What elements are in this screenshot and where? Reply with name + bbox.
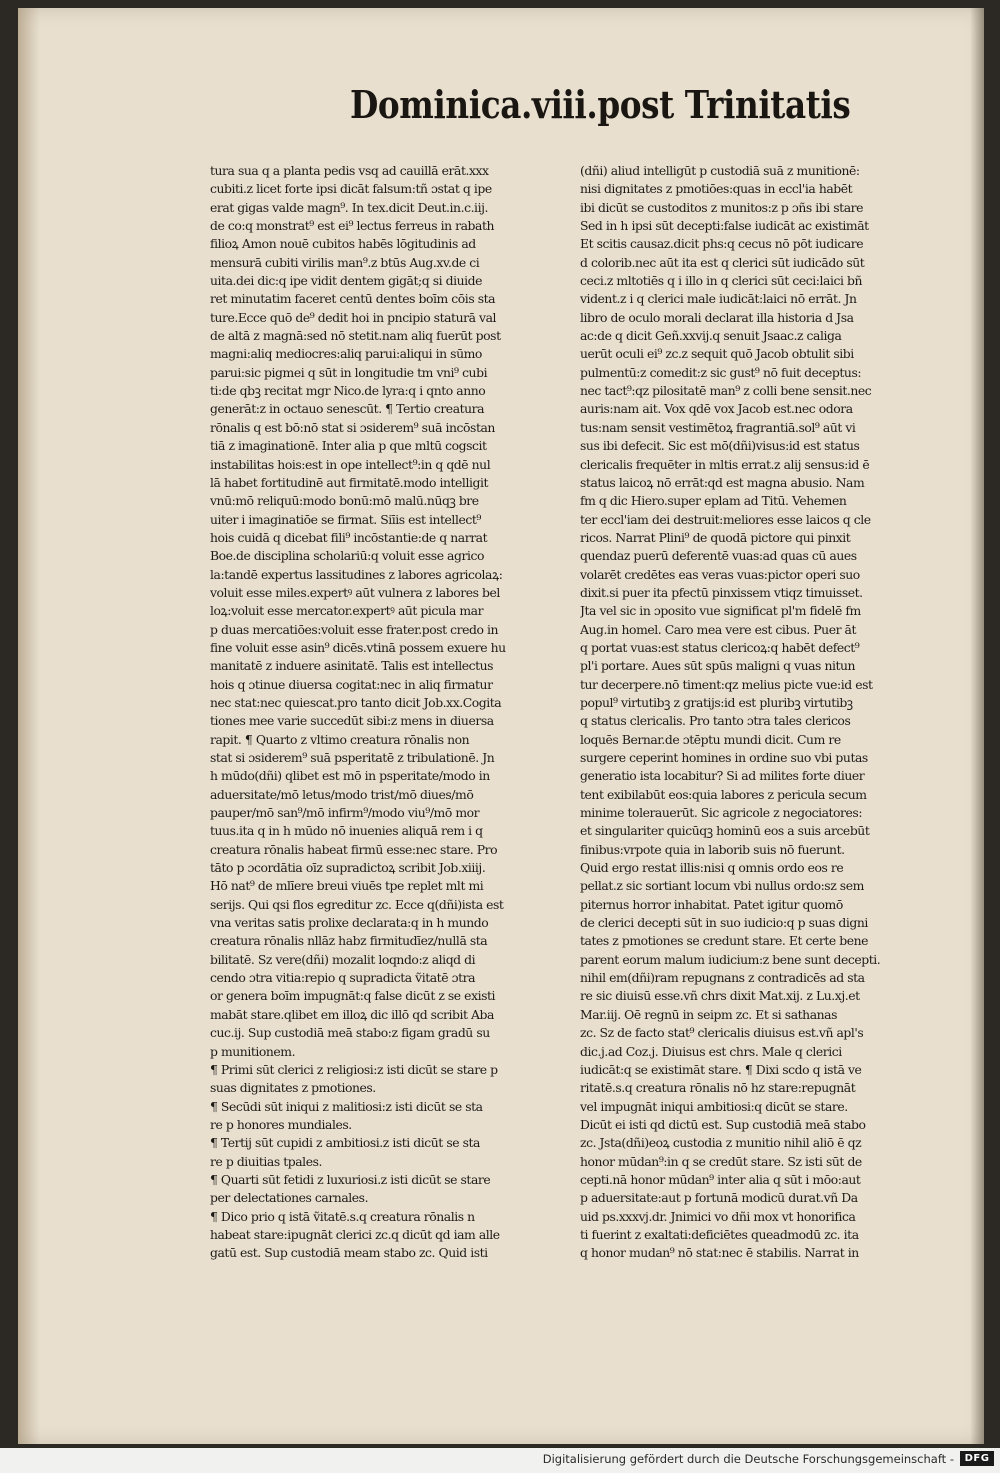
- right-text-column: [580, 162, 950, 1263]
- text-line: voluit esse miles.expertꝰ aūt vulnera z labores bel: [210, 584, 500, 600]
- text-line: tent exibilabūt eos:quia labores z pericula secum: [580, 786, 867, 802]
- text-line: tuus.ita q in h mūdo nō inuenies aliquā rem i q: [210, 823, 483, 839]
- text-line: loquēs Bernar.de ɔtēptu mundi dicit. Cum re: [580, 731, 841, 747]
- text-line: vident.z i q clerici male iudicāt:laici nō errāt. Jn: [580, 291, 857, 307]
- text-line: dixit.si puer ita pfectū pinxissem vtiqz timuisset.: [580, 584, 863, 600]
- text-line: status laicoꝝ nō errāt:qd est magna abusio. Nam: [580, 474, 865, 490]
- text-line: pl'i portare. Aues sūt spūs maligni q vuas nitun: [580, 658, 856, 674]
- text-line: mensurā cubiti virilis man⁹.z btūs Aug.xv.de ci: [210, 254, 480, 270]
- text-line: zc. Sz de facto stat⁹ clericalis diuisus est.vñ apl's: [580, 1025, 864, 1041]
- text-line: ceci.z mltotiēs q i illo in q clerici sūt ceci:laici bñ: [580, 273, 862, 289]
- text-line: ter eccl'iam dei destruit:meliores esse laicos q cle: [580, 511, 871, 527]
- text-line: uid ps.xxxvj.dr. Jnimici vo dñi mox vt honorifica: [580, 1208, 856, 1224]
- text-line: gatū est. Sup custodiā meam stabo zc. Quid isti: [210, 1245, 488, 1261]
- text-line: sus ibi defecit. Sic est mō(dñi)visus:id est status: [580, 438, 860, 454]
- text-line: ¶ Secūdi sūt iniqui z malitiosi:z isti dicūt se sta: [210, 1098, 483, 1114]
- text-line: re p diuitias tpales.: [210, 1153, 322, 1169]
- text-line: tur decerpere.nō timent:qz melius picte vue:id est: [580, 676, 873, 692]
- text-line: nisi dignitates z pmotiōes:quas in eccl'ia habēt: [580, 181, 853, 197]
- text-line: Boe.de disciplina scholariū:q voluit esse agrico: [210, 548, 484, 564]
- text-line: de co:q monstrat⁹ est ei⁹ lectus ferreus in rabath: [210, 218, 495, 234]
- text-line: pellat.z sic sortiant locum vbi nullus ordo:sz sem: [580, 878, 864, 894]
- text-line: cubiti.z licet forte ipsi dicāt falsum:tñ ɔstat q ipe: [210, 181, 492, 197]
- text-line: p aduersitate:aut p fortunā modicū durat.vñ Da: [580, 1190, 858, 1206]
- text-line: de clerici decepti sūt in suo iudicio:q p suas digni: [580, 915, 868, 931]
- text-line: per delectationes carnales.: [210, 1190, 369, 1206]
- text-line: hois q ɔtinue diuersa cogitat:nec in aliq firmatur: [210, 676, 493, 692]
- page-gutter-shadow: [18, 8, 40, 1444]
- text-line: pauper/mō san⁹/mō infirm⁹/modo viu⁹/mō mor: [210, 805, 480, 821]
- text-line: hois cuidā q dicebat fili⁹ incōstantie:de q narrat: [210, 529, 488, 545]
- text-line: or genera boīm impugnāt:q false dicūt z se existi: [210, 988, 496, 1004]
- text-line: p duas mercatiōes:voluit esse frater.post credo in: [210, 621, 499, 637]
- text-line: quendaz puerū deferentē vuas:ad quas cū aues: [580, 548, 857, 564]
- text-line: cepti.nā honor mūdan⁹ inter alia q sūt i mōo:aut: [580, 1171, 861, 1187]
- text-line: ¶ Tertij sūt cupidi z ambitiosi.z isti dicūt se sta: [210, 1135, 480, 1151]
- text-line: et singulariter quicūqꝫ hominū eos a suis arcebūt: [580, 823, 870, 839]
- text-line: dic.j.ad Coz.j. Diuisus est chrs. Male q clerici: [580, 1043, 842, 1059]
- text-line: ibi dicūt se custoditos z munitos:z p ɔñs ibi stare: [580, 199, 863, 215]
- running-head: Dominica.viii.post Trinitatis: [350, 82, 851, 127]
- text-line: parui:sic pigmei q sūt in longitudie tm vni⁹ cubi: [210, 364, 488, 380]
- text-line: tāto p ɔcordātia oīz supradictoꝝ scribit Job.xiiij.: [210, 860, 486, 876]
- text-line: ¶ Primi sūt clerici z religiosi:z isti dicūt se stare p: [210, 1061, 498, 1077]
- text-line: h mūdo(dñi) qlibet est mō in psperitate/modo in: [210, 768, 490, 784]
- text-line: tiā z imaginationē. Inter alia p que mltū cogscit: [210, 438, 487, 454]
- text-line: generāt:z in octauo senescūt. ¶ Tertio creatura: [210, 401, 485, 417]
- text-line: ti fuerint z exaltati:deficiētes queadmodū zc. ita: [580, 1226, 859, 1242]
- text-line: nec stat:nec quiescat.pro tanto dicit Job.xx.Cogita: [210, 694, 502, 710]
- text-line: rapit. ¶ Quarto z vltimo creatura rōnalis non: [210, 731, 470, 747]
- text-line: vel impugnāt iniqui ambitiosi:q dicūt se stare.: [580, 1098, 848, 1114]
- text-line: lā habet fortitudinē aut firmitatē.modo intelligit: [210, 474, 488, 490]
- text-line: ¶ Quarti sūt fetidi z luxuriosi.z isti dicūt se stare: [210, 1171, 491, 1187]
- text-line: vnū:mō reliquū:modo bonū:mō malū.nūqꝫ bre: [210, 493, 479, 509]
- text-line: surgere ceperint homines in ordine suo vbi putas: [580, 750, 868, 765]
- text-line: la:tandē expertus lassitudines z labores agricolaꝝ:: [210, 566, 503, 582]
- text-line: nec tact⁹:qz pilositatē man⁹ z colli bene sensit.nec: [580, 383, 872, 399]
- page-edge-shadow: [970, 8, 984, 1444]
- text-line: tiones mee varie succedūt sibi:z mens in diuersa: [210, 713, 494, 729]
- text-line: stat si ɔsiderem⁹ suā psperitatē z tribulationē. Jn: [210, 750, 495, 765]
- text-line: serijs. Qui qsi flos egreditur zc. Ecce q(dñi)ista est: [210, 896, 504, 912]
- text-line: pulmentū:z comedit:z sic gust⁹ nō fuit deceptus:: [580, 364, 862, 380]
- text-line: piternus horror inhabitat. Patet igitur quomō: [580, 896, 843, 912]
- text-line: filioꝝ Amon nouē cubitos habēs lōgitudinis ad: [210, 236, 476, 252]
- text-line: generatio ista locabitur? Si ad milites forte diuer: [580, 768, 865, 784]
- text-line: rōnalis q est bō:nō stat si ɔsiderem⁹ suā incōstan: [210, 419, 495, 435]
- text-line: fine voluit esse asin⁹ dicēs.vtinā possem exuere hu: [210, 639, 506, 655]
- text-line: Jta vel sic in ɔposito vue significat pl'm fidelē fm: [580, 603, 861, 619]
- text-line: magni:aliq mediocres:aliq parui:aliqui in sūmo: [210, 346, 482, 362]
- text-line: Hō nat⁹ de mlīere breui viuēs tpe replet mlt mi: [210, 878, 484, 894]
- text-line: minime tolerauerūt. Sic agricole z negociatores:: [580, 805, 863, 821]
- text-line: libro de oculo morali declarat illa historia d Jsa: [580, 309, 854, 325]
- text-line: parent eorum malum iudicium:z bene sunt decepti.: [580, 951, 881, 967]
- text-line: tura sua q a planta pedis vsq ad cauillā erāt.xxx: [210, 163, 489, 178]
- text-line: q honor mudan⁹ nō stat:nec ē stabilis. Narrat in: [580, 1245, 859, 1261]
- text-line: honor mūdan⁹:in q se credūt stare. Sz isti sūt de: [580, 1153, 862, 1169]
- text-line: habeat stare:ipugnāt clerici zc.q dicūt qd iam alle: [210, 1226, 500, 1242]
- text-line: Mar.iij. Oē regnū in seipm zc. Et si sathanas: [580, 1006, 838, 1022]
- text-line: erat gigas valde magn⁹. In tex.dicit Deut.in.c.iij.: [210, 199, 488, 215]
- text-line: Et scitis causaz.dicit phs:q cecus nō pōt iudicare: [580, 236, 864, 252]
- text-line: (dñi) aliud intelligūt p custodiā suā z munitionē:: [580, 163, 860, 178]
- text-line: creatura rōnalis habeat firmū esse:nec stare. Pro: [210, 841, 498, 857]
- text-line: finibus:vrpote quia in laborib suis nō fuerunt.: [580, 841, 845, 857]
- text-line: uerūt oculi ei⁹ zc.z sequit quō Jacob obtulit sibi: [580, 346, 854, 362]
- text-line: ricos. Narrat Plini⁹ de quodā pictore qui pinxit: [580, 529, 851, 545]
- text-line: Sed in h ipsi sūt decepti:false iudicāt ac existimāt: [580, 218, 869, 234]
- text-line: re p honores mundiales.: [210, 1116, 352, 1132]
- text-line: iudicāt:q se existimāt stare. ¶ Dixi scdo q istā ve: [580, 1061, 862, 1077]
- text-line: Quid ergo restat illis:nisi q omnis ordo eos re: [580, 860, 844, 876]
- text-line: ac:de q dicit Geñ.xxvij.q senuit Jsaac.z caliga: [580, 328, 842, 344]
- text-line: bilitatē. Sz vere(dñi) mozalit loqndo:z aliqd di: [210, 951, 476, 967]
- text-line: popul⁹ virtutibꝫ z gratijs:id est pluribꝫ virtutibꝫ: [580, 694, 853, 710]
- text-line: p munitionem.: [210, 1043, 296, 1059]
- text-line: ret minutatim faceret centū dentes boīm cōis sta: [210, 291, 496, 307]
- text-line: auris:nam ait. Vox qdē vox Jacob est.nec odora: [580, 401, 853, 417]
- text-line: zc. Jsta(dñi)eoꝝ custodia z munitio nihil aliō ē qz: [580, 1135, 862, 1151]
- text-line: ti:de qbꝫ recitat mgr Nico.de lyra:q i qnto anno: [210, 383, 486, 399]
- text-line: loꝝ:voluit esse mercator.expertꝰ aūt picula mar: [210, 603, 484, 619]
- text-line: nihil em(dñi)ram repugnans z contradicēs ad sta: [580, 970, 865, 986]
- text-line: cendo ɔtra vitia:repio q supradicta ṽitatē ɔtra: [210, 970, 476, 986]
- text-line: clericalis frequēter in mltis errat.z alij sensus:id ē: [580, 456, 870, 472]
- text-line: ritatē.s.q creatura rōnalis nō hz stare:repugnāt: [580, 1080, 856, 1096]
- text-line: tates z pmotiones se credunt stare. Et certe bene: [580, 933, 869, 949]
- text-line: mabāt stare.qlibet em illoꝝ dic illō qd scribit Aba: [210, 1006, 494, 1022]
- text-line: ¶ Dico prio q istā ṽitatē.s.q creatura rōnalis n: [210, 1208, 475, 1224]
- text-line: tus:nam sensit vestimētoꝝ fragrantiā.sol⁹ aūt vi: [580, 419, 856, 435]
- dfg-logo: DFG: [960, 1451, 994, 1466]
- text-line: Dicūt ei isti qd dictū est. Sup custodiā meā stabo: [580, 1116, 866, 1132]
- text-line: vna veritas satis prolixe declarata:q in h mundo: [210, 915, 489, 931]
- text-line: aduersitate/mō letus/modo trist/mō diues/mō: [210, 786, 474, 802]
- text-line: q status clericalis. Pro tanto ɔtra tales clericos: [580, 713, 851, 729]
- text-line: volarēt credētes eas veras vuas:pictor operi suo: [580, 566, 860, 582]
- text-line: de altā z magnā:sed nō stetit.nam aliq fuerūt post: [210, 328, 501, 344]
- text-line: instabilitas hois:est in ope intellect⁹:in q qdē nul: [210, 456, 491, 472]
- text-line: ture.Ecce quō de⁹ dedit hoi in pncipio staturā val: [210, 309, 497, 325]
- text-line: suas dignitates z pmotiones.: [210, 1080, 376, 1096]
- text-line: uiter i imaginatiōe se firmat. Siīis est intellect⁹: [210, 511, 481, 527]
- text-line: manitatē z induere asinitatē. Talis est intellectus: [210, 658, 494, 674]
- text-line: Aug.in homel. Caro mea vere est cibus. Puer āt: [580, 621, 857, 637]
- text-line: q portat vuas:est status clericoꝝ:q habēt defect⁹: [580, 639, 860, 655]
- text-line: uita.dei dic:q ipe vidit dentem gigāt;q si diuide: [210, 273, 483, 289]
- text-line: cuc.ij. Sup custodiā meā stabo:z figam gradū su: [210, 1025, 490, 1041]
- text-line: d colorib.nec aūt ita est q clerici sūt iudicādo sūt: [580, 254, 865, 270]
- text-line: creatura rōnalis nllāz habz firmitudīez/nullā sta: [210, 933, 488, 949]
- text-line: re sic diuisū esse.vñ chrs dixit Mat.xij. z Lu.xj.et: [580, 988, 860, 1004]
- text-line: fm q dic Hiero.super eplam ad Titū. Vehemen: [580, 493, 847, 509]
- left-text-column: [210, 162, 582, 1263]
- funding-note: Digitalisierung gefördert durch die Deutsche Forschungsgemeinschaft -: [542, 1452, 954, 1466]
